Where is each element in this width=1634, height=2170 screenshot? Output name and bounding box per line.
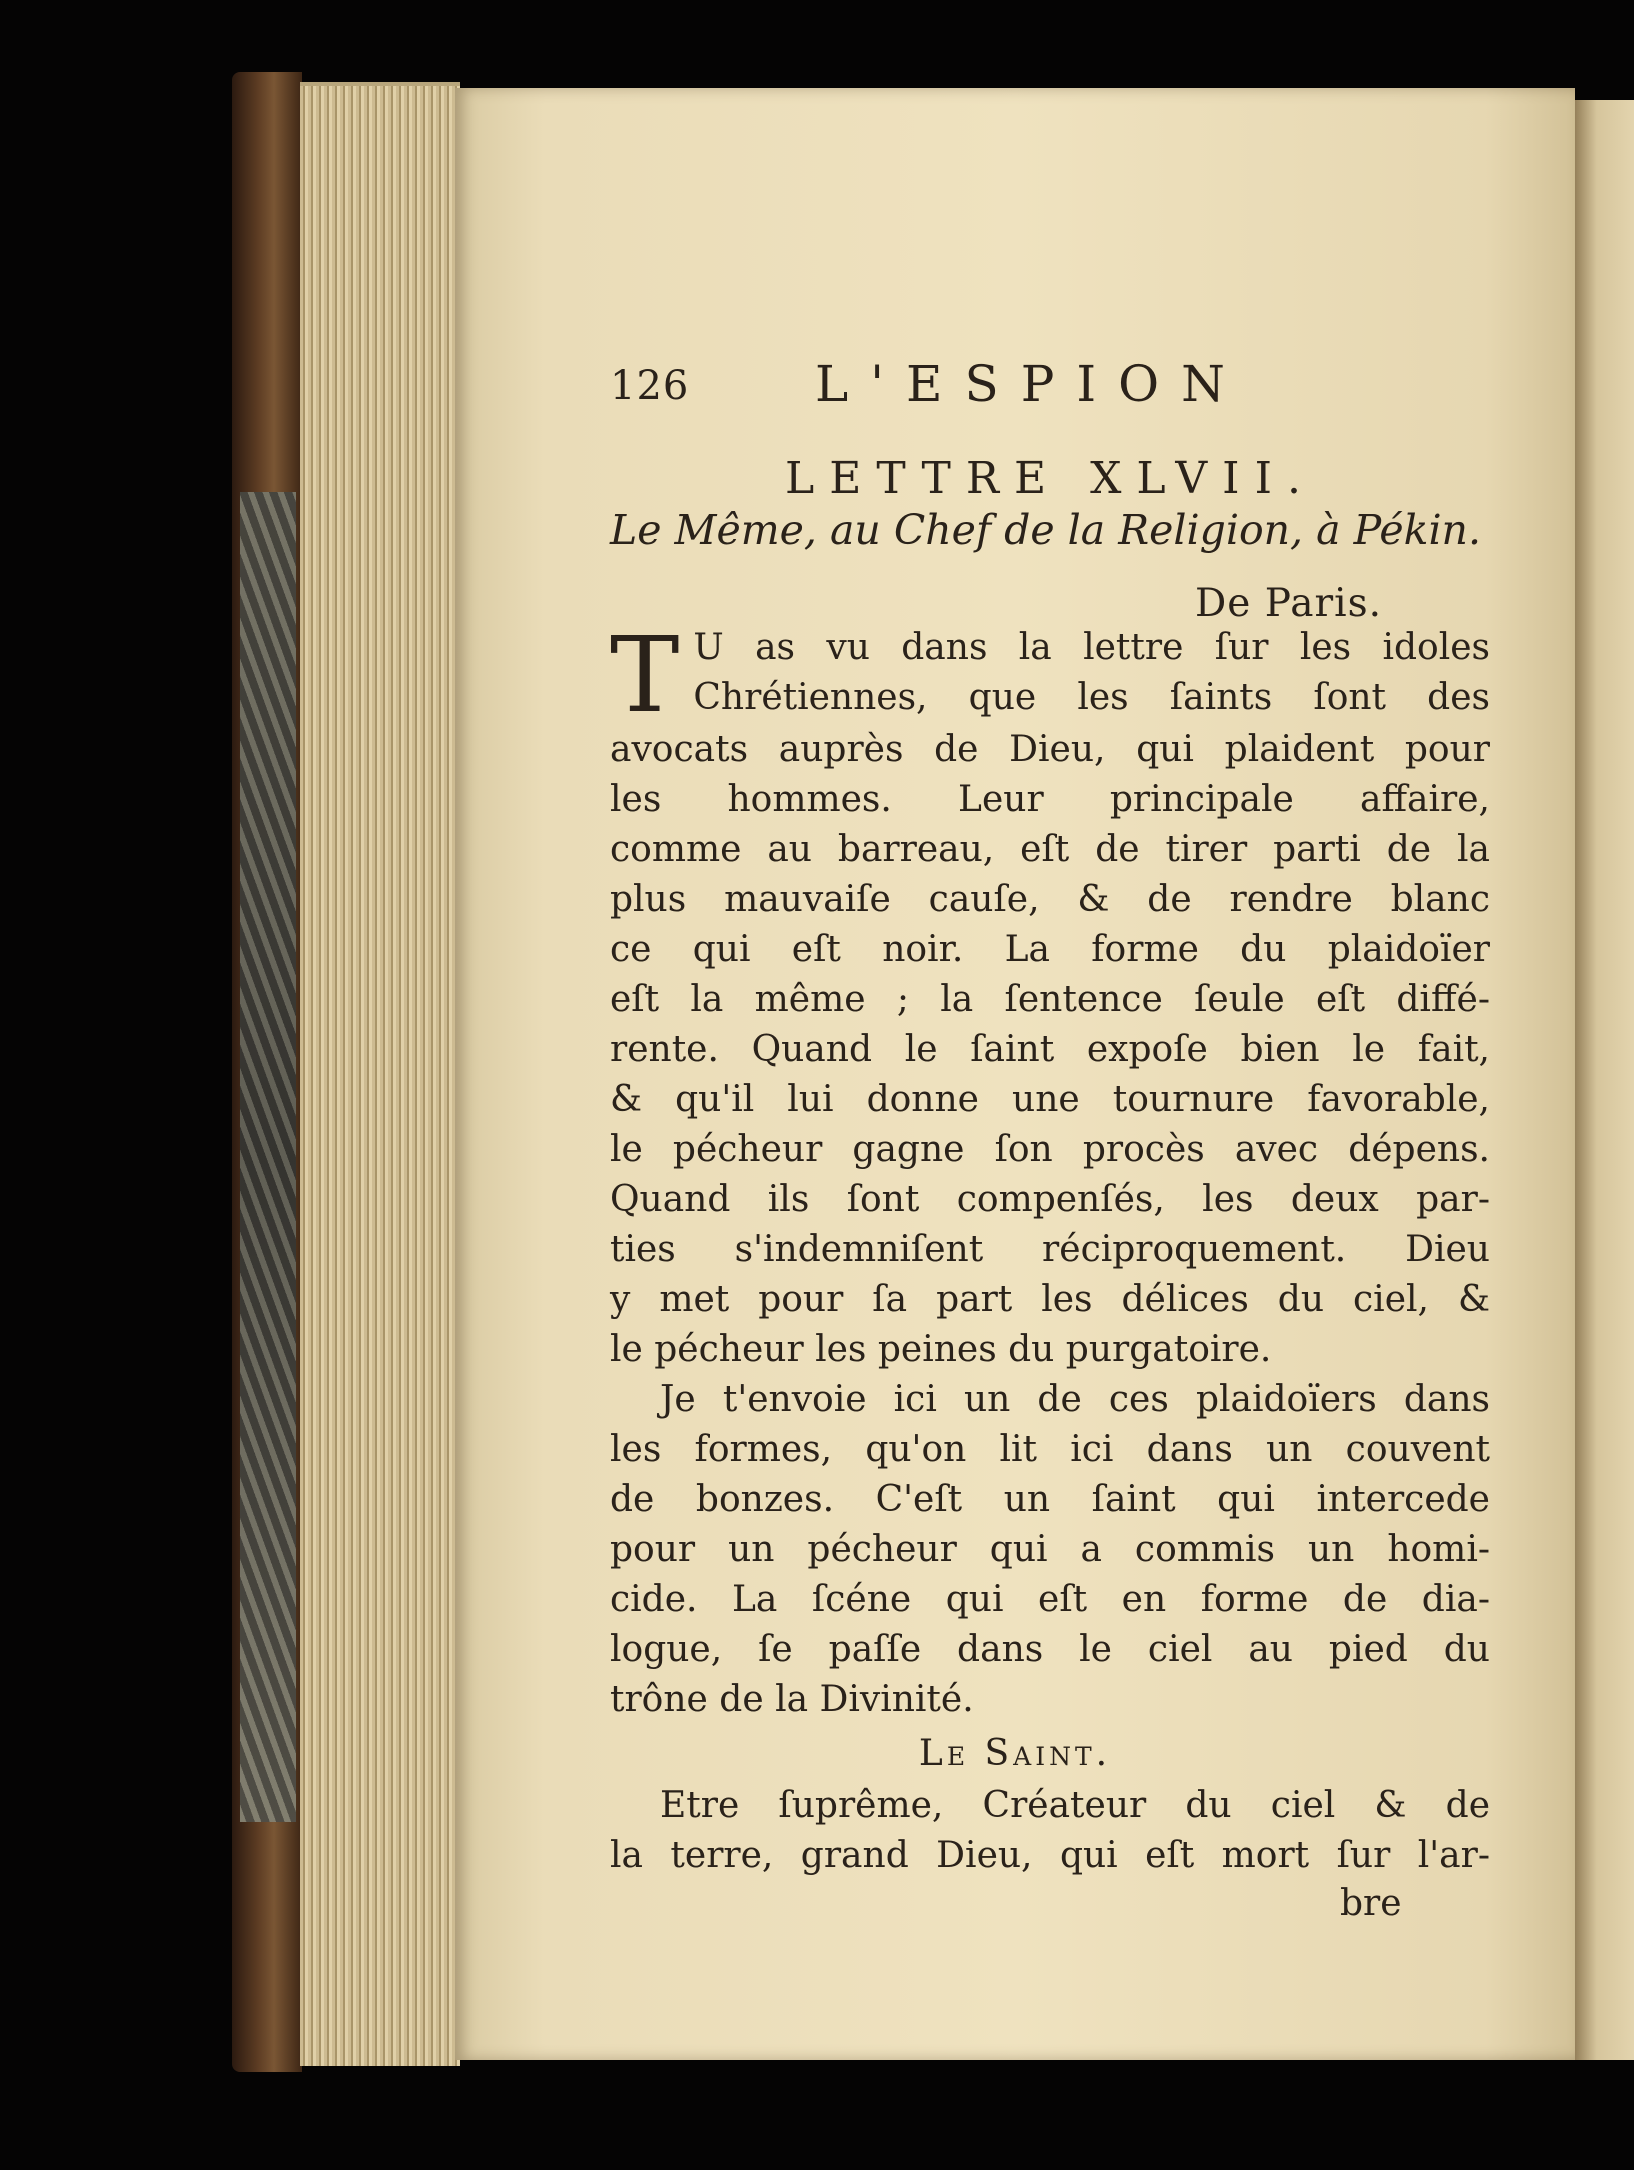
facing-page-edge xyxy=(1572,100,1634,2060)
catchword: bre xyxy=(1340,1883,1402,1924)
text-line: rente. Quand le ſaint expoſe bien le fait, xyxy=(610,1029,1490,1070)
running-head: L'ESPION xyxy=(815,355,1247,413)
paragraph-3 xyxy=(610,1781,1490,1881)
text-line: ties s'indemniſent réciproquement. Dieu xyxy=(610,1229,1490,1270)
text-line: Quand ils ſont compenſés, les deux par- xyxy=(610,1179,1490,1220)
text-line: logue, ſe paſſe dans le ciel au pied du xyxy=(610,1629,1490,1670)
book-page xyxy=(455,88,1575,2060)
text-line: la terre, grand Dieu, qui eſt mort ſur l'ar- xyxy=(610,1835,1490,1876)
text-line: de bonzes. C'eſt un ſaint qui intercede xyxy=(610,1479,1490,1520)
marbled-cover xyxy=(240,492,296,1822)
text-line: cide. La ſcéne qui eſt en forme de dia- xyxy=(610,1579,1490,1620)
text-line: y met pour ſa part les délices du ciel, & xyxy=(610,1279,1490,1320)
text-line: ce qui eſt noir. La forme du plaidoïer xyxy=(610,929,1490,970)
drop-cap: T xyxy=(610,614,680,736)
text-line: plus mauvaiſe cauſe, & de rendre blanc xyxy=(610,879,1490,920)
text-line: Je t'envoie ici un de ces plaidoïers dans xyxy=(660,1379,1490,1420)
text-line: & qu'il lui donne une tournure favorable, xyxy=(610,1079,1490,1120)
letter-body xyxy=(610,614,1490,1725)
leather-binding xyxy=(232,72,302,2072)
page-edges xyxy=(300,82,460,2066)
text-line: U as vu dans la lettre ſur les idoles xyxy=(693,627,1490,668)
speaker-heading: Le Saint. xyxy=(918,1733,1112,1774)
dateline: De Paris. xyxy=(1195,581,1383,626)
paragraph-2 xyxy=(610,1375,1490,1725)
text-line: Etre ſuprême, Créateur du ciel & de xyxy=(660,1785,1490,1826)
text-line: avocats auprès de Dieu, qui plaident pour xyxy=(610,729,1490,770)
text-line: trône de la Divinité. xyxy=(610,1679,974,1720)
text-line: eſt la même ; la ſentence ſeule eſt diffé- xyxy=(610,979,1490,1020)
paragraph-1 xyxy=(610,614,1490,1375)
text-line: le pécheur gagne ſon procès avec dépens. xyxy=(610,1129,1490,1170)
salutation: Le Même, au Chef de la Religion, à Pékin. xyxy=(610,506,1481,554)
text-line: comme au barreau, eſt de tirer parti de la xyxy=(610,829,1490,870)
letter-title: LETTRE XLVII. xyxy=(785,453,1316,504)
page-header xyxy=(455,355,1575,423)
text-line: pour un pécheur qui a commis un homi- xyxy=(610,1529,1490,1570)
text-line: Chrétiennes, que les ſaints ſont des xyxy=(693,677,1490,718)
text-line: les hommes. Leur principale affaire, xyxy=(610,779,1490,820)
text-line: les formes, qu'on lit ici dans un couvent xyxy=(610,1429,1490,1470)
page-number: 126 xyxy=(610,363,690,409)
text-line: le pécheur les peines du purgatoire. xyxy=(610,1329,1272,1370)
